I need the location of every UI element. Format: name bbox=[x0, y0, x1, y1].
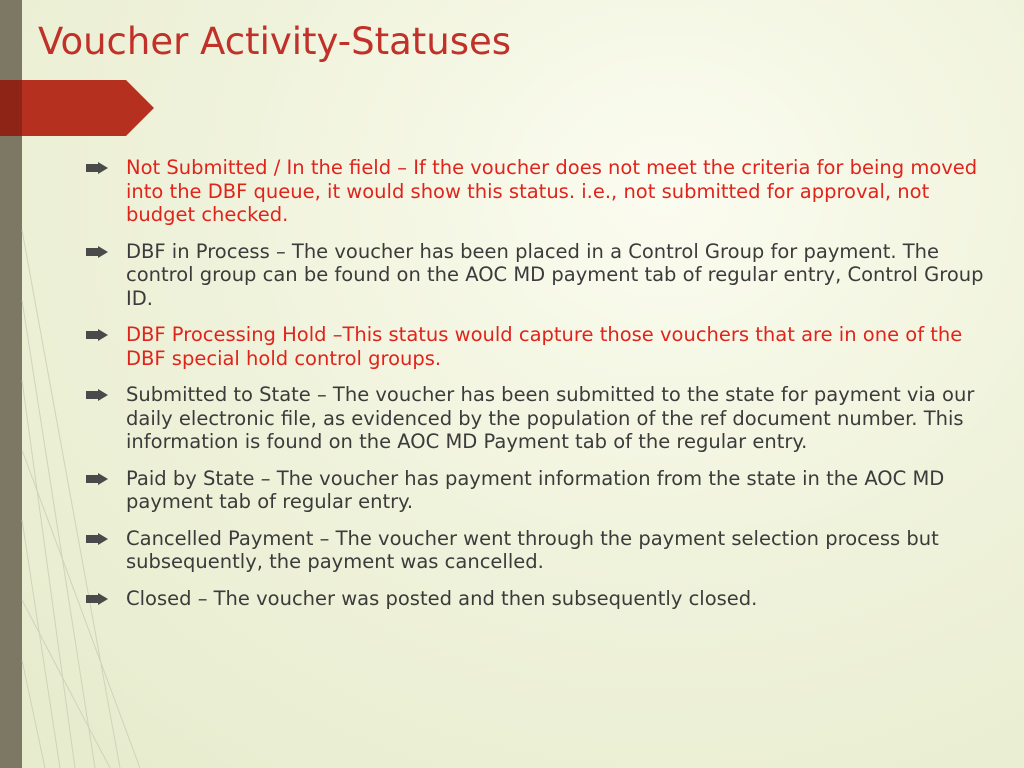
bullet-text: DBF in Process – The voucher has been placed in a Control Group for payment. The control group can be found on the AOC MD payment tab of regular entry, Control Group ID. bbox=[126, 239, 984, 310]
pointing-hand-icon bbox=[86, 383, 126, 407]
bullet-item-closed bbox=[86, 587, 998, 611]
bullet-item-cancelled-payment bbox=[86, 527, 998, 574]
pointing-hand-icon bbox=[86, 467, 126, 491]
bullet-text: Not Submitted / In the field – If the voucher does not meet the criteria for being moved into the DBF queue, it would show this status. i.e., not submitted for approval, not budget checked. bbox=[126, 156, 978, 226]
status-bullet-list bbox=[86, 156, 998, 624]
slide-title: Voucher Activity-Statuses bbox=[38, 20, 512, 63]
bullet-text: Paid by State – The voucher has payment information from the state in the AOC MD payment tab of regular entry. bbox=[126, 466, 945, 513]
pointing-hand-icon bbox=[86, 587, 126, 611]
title-accent-arrow bbox=[0, 80, 154, 136]
pointing-hand-icon bbox=[86, 323, 126, 347]
bullet-item-dbf-processing-hold bbox=[86, 323, 998, 370]
bullet-text: Submitted to State – The voucher has been submitted to the state for payment via our daily electronic file, as evidenced by the population of the ref document number. This information is found on the AOC MD Payment tab of the regular entry. bbox=[126, 383, 975, 453]
bullet-text: Cancelled Payment – The voucher went through the payment selection process but subsequently, the payment was cancelled. bbox=[126, 526, 939, 573]
bullet-item-paid-by-state bbox=[86, 467, 998, 514]
bullet-text: Closed – The voucher was posted and then subsequently closed. bbox=[126, 586, 758, 610]
bullet-item-not-submitted bbox=[86, 156, 998, 227]
bullet-item-dbf-in-process bbox=[86, 240, 998, 311]
pointing-hand-icon bbox=[86, 156, 126, 180]
pointing-hand-icon bbox=[86, 240, 126, 264]
pointing-hand-icon bbox=[86, 527, 126, 551]
bullet-item-submitted-to-state bbox=[86, 383, 998, 454]
bullet-text: DBF Processing Hold –This status would capture those vouchers that are in one of the DBF special hold control groups. bbox=[126, 323, 963, 370]
